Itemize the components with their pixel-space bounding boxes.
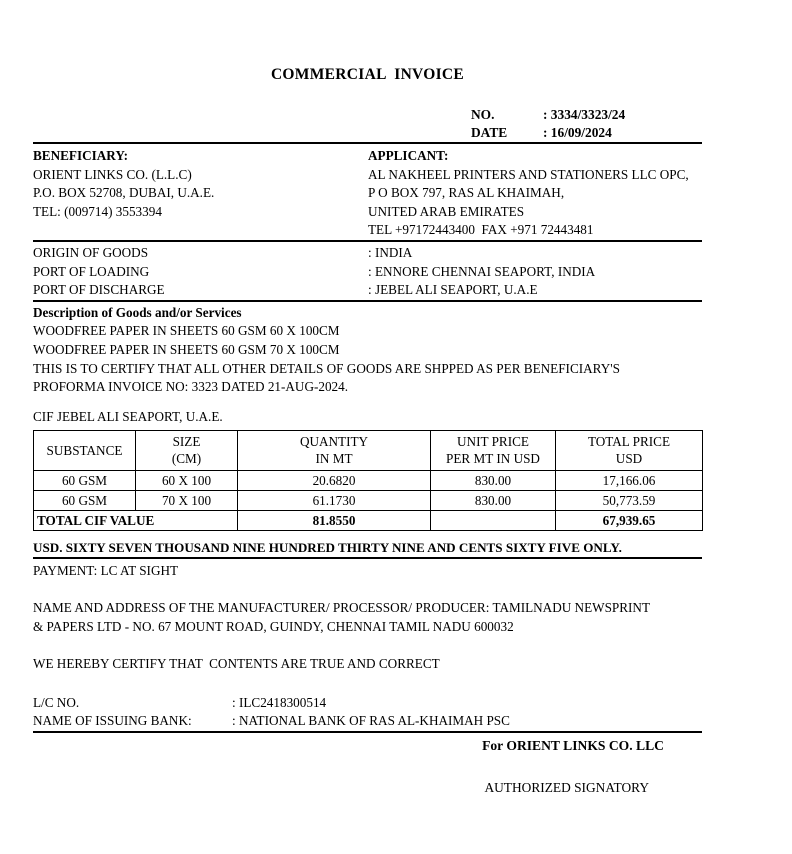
parties-section bbox=[33, 144, 702, 240]
cif-terms: CIF JEBEL ALI SEAPORT, U.A.E. bbox=[33, 408, 223, 424]
certification-spacer bbox=[33, 674, 702, 692]
payment-spacer bbox=[33, 581, 702, 599]
port-of-loading-label: PORT OF LOADING bbox=[33, 263, 150, 279]
total-cif-value-label: TOTAL CIF VALUE bbox=[34, 511, 238, 531]
origin-of-goods-value: : INDIA bbox=[368, 244, 413, 260]
manufacturer-spacer bbox=[33, 636, 702, 654]
port-of-discharge-label: PORT OF DISCHARGE bbox=[33, 282, 165, 298]
shipment-row bbox=[33, 281, 702, 300]
header-size-line2: (CM) bbox=[171, 451, 202, 467]
header-size-line1: SIZE bbox=[172, 434, 201, 450]
header-total-price-line1: TOTAL PRICE bbox=[587, 434, 671, 450]
invoice-meta-block bbox=[471, 106, 702, 142]
cell-total-price: 50,773.59 bbox=[556, 491, 703, 511]
beneficiary-heading: BENEFICIARY: bbox=[33, 148, 129, 163]
beneficiary-block bbox=[33, 147, 368, 240]
issuing-bank-row bbox=[33, 712, 702, 731]
header-cell-substance bbox=[34, 431, 136, 471]
table-row bbox=[34, 491, 703, 511]
invoice-date-value: : 16/09/2024 bbox=[543, 125, 612, 140]
applicant-block bbox=[368, 147, 702, 240]
description-line-2: WOODFREE PAPER IN SHEETS 60 GSM 70 X 100CM bbox=[33, 341, 340, 357]
cell-total-price: 17,166.06 bbox=[556, 471, 703, 491]
total-price-value: 67,939.65 bbox=[556, 511, 703, 531]
lc-number-value: : ILC2418300514 bbox=[232, 694, 327, 710]
applicant-line-4: TEL +97172443400 FAX +971 72443481 bbox=[368, 222, 594, 238]
amount-in-words: USD. SIXTY SEVEN THOUSAND NINE HUNDRED THIRTY NINE AND CENTS SIXTY FIVE ONLY. bbox=[33, 540, 622, 556]
table-row bbox=[34, 471, 703, 491]
page-title: COMMERCIAL INVOICE bbox=[270, 66, 465, 83]
manufacturer-line-2: & PAPERS LTD - NO. 67 MOUNT ROAD, GUINDY, CHENNAI TAMIL NADU 600032 bbox=[33, 618, 514, 634]
invoice-date-row bbox=[471, 124, 702, 142]
cell-substance: 60 GSM bbox=[34, 491, 136, 511]
port-of-discharge-value: : JEBEL ALI SEAPORT, U.A.E bbox=[368, 282, 538, 298]
beneficiary-line-2: P.O. BOX 52708, DUBAI, U.A.E. bbox=[33, 185, 215, 201]
description-line-3: THIS IS TO CERTIFY THAT ALL OTHER DETAILS OF GOODS ARE SHPPED AS PER BENEFICIARY'S bbox=[33, 360, 620, 376]
signature-company: For ORIENT LINKS CO. LLC bbox=[482, 737, 664, 753]
header-quantity-line2: IN MT bbox=[315, 451, 353, 467]
applicant-line-2: P O BOX 797, RAS AL KHAIMAH, bbox=[368, 185, 565, 201]
description-spacer bbox=[33, 397, 702, 408]
shipment-row bbox=[33, 263, 702, 282]
total-quantity: 81.8550 bbox=[238, 511, 431, 531]
invoice-number-label: NO. bbox=[471, 107, 495, 122]
cell-unit-price: 830.00 bbox=[431, 491, 556, 511]
header-unit-price-line1: UNIT PRICE bbox=[457, 434, 529, 450]
description-section bbox=[33, 302, 702, 431]
table-total-row bbox=[34, 511, 703, 531]
header-substance-line1: SUBSTANCE bbox=[46, 442, 123, 458]
cell-unit-price: 830.00 bbox=[431, 471, 556, 491]
cell-substance: 60 GSM bbox=[34, 471, 136, 491]
lc-number-label: L/C NO. bbox=[33, 694, 80, 710]
credit-section bbox=[33, 692, 702, 731]
beneficiary-line-4 bbox=[33, 221, 368, 240]
certification-statement: WE HEREBY CERTIFY THAT CONTENTS ARE TRUE AND CORRECT bbox=[33, 656, 440, 672]
authorized-signatory-label: AUTHORIZED SIGNATORY bbox=[484, 779, 649, 795]
shipment-row bbox=[33, 244, 702, 263]
invoice-number-value: : 3334/3323/24 bbox=[543, 107, 626, 122]
cell-size: 70 X 100 bbox=[136, 491, 238, 511]
cell-quantity: 20.6820 bbox=[238, 471, 431, 491]
table-header-row bbox=[34, 431, 703, 471]
header-cell-quantity bbox=[238, 431, 431, 471]
description-line-4: PROFORMA INVOICE NO: 3323 DATED 21-AUG-2024. bbox=[33, 379, 349, 395]
header-cell-size bbox=[136, 431, 238, 471]
issuing-bank-value: : NATIONAL BANK OF RAS AL-KHAIMAH PSC bbox=[232, 713, 510, 729]
goods-table bbox=[33, 430, 703, 531]
description-heading: Description of Goods and/or Services bbox=[33, 304, 242, 320]
header-unit-price-line2: PER MT IN USD bbox=[446, 451, 540, 467]
port-of-loading-value: : ENNORE CHENNAI SEAPORT, INDIA bbox=[368, 263, 596, 279]
invoice-number-row bbox=[471, 106, 702, 124]
description-line-1: WOODFREE PAPER IN SHEETS 60 GSM 60 X 100CM bbox=[33, 323, 340, 339]
manufacturer-block bbox=[33, 599, 702, 636]
applicant-line-1: AL NAKHEEL PRINTERS AND STATIONERS LLC OPC, bbox=[368, 166, 689, 182]
origin-of-goods-label: ORIGIN OF GOODS bbox=[33, 244, 149, 260]
beneficiary-line-3: TEL: (009714) 3553394 bbox=[33, 203, 162, 219]
header-quantity-line1: QUANTITY bbox=[299, 434, 369, 450]
cell-quantity: 61.1730 bbox=[238, 491, 431, 511]
invoice-date-label: DATE bbox=[471, 125, 508, 140]
applicant-line-3: UNITED ARAB EMIRATES bbox=[368, 203, 525, 219]
manufacturer-line-1: NAME AND ADDRESS OF THE MANUFACTURER/ PROCESSOR/ PRODUCER: TAMILNADU NEWSPRINT bbox=[33, 599, 651, 615]
header-cell-unit-price bbox=[431, 431, 556, 471]
shipment-section bbox=[33, 242, 702, 300]
issuing-bank-label: NAME OF ISSUING BANK: bbox=[33, 713, 192, 729]
header-total-price-line2: USD bbox=[615, 451, 643, 467]
applicant-heading: APPLICANT: bbox=[368, 148, 449, 163]
beneficiary-line-1: ORIENT LINKS CO. (L.L.C) bbox=[33, 166, 192, 182]
lc-number-row bbox=[33, 694, 702, 713]
invoice-document bbox=[33, 0, 702, 796]
total-unit-price bbox=[431, 511, 556, 531]
header-cell-total-price bbox=[556, 431, 703, 471]
cell-size: 60 X 100 bbox=[136, 471, 238, 491]
payment-terms: PAYMENT: LC AT SIGHT bbox=[33, 563, 179, 579]
